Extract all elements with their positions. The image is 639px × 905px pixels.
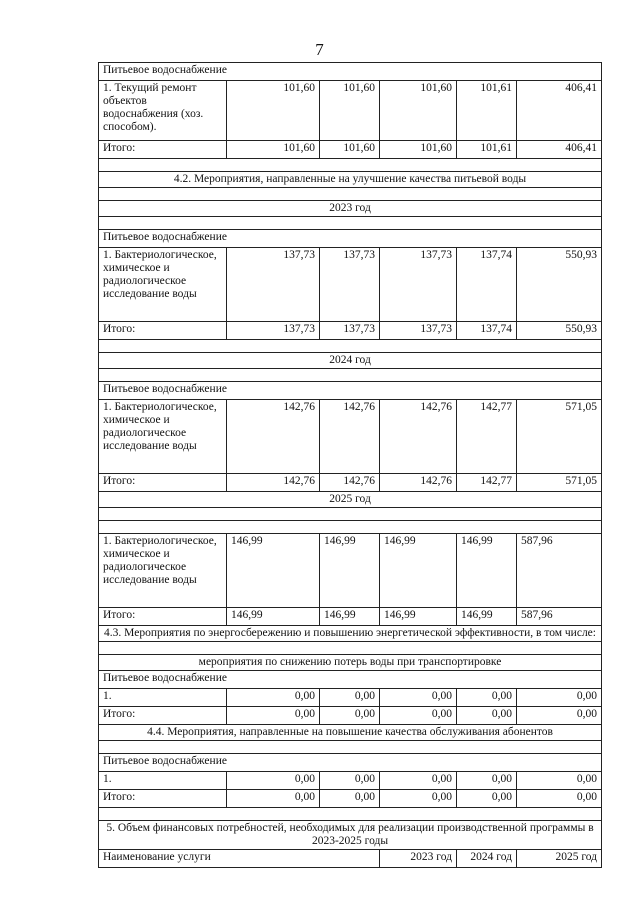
subsection-heading: мероприятия по снижению потерь воды при транспортировке — [99, 655, 602, 671]
value-cell: 0,00 — [517, 689, 602, 707]
value-cell: 101,61 — [457, 81, 517, 141]
row-name: 1. Текущий ремонт объектов водоснабжения (хоз. способом). — [99, 81, 227, 141]
value-cell: 0,00 — [320, 707, 380, 725]
value-cell: 571,05 — [517, 400, 602, 474]
total-row — [99, 141, 602, 159]
value-cell: 142,76 — [320, 400, 380, 474]
value-cell: 587,96 — [517, 534, 602, 608]
value-cell: 137,73 — [227, 322, 320, 340]
table-row — [99, 689, 602, 707]
value-cell: 146,99 — [380, 608, 457, 626]
row-name: 1. Бактериологическое, химическое и радиологическое исследование воды — [99, 248, 227, 322]
value-cell: 0,00 — [517, 707, 602, 725]
value-cell: 101,60 — [320, 81, 380, 141]
total-row — [99, 322, 602, 340]
value-cell: 0,00 — [227, 772, 320, 790]
section-heading: 4.3. Мероприятия по энергосбережению и повышению энергетической эффективности, в том числе: — [99, 626, 602, 642]
value-cell: 587,96 — [517, 608, 602, 626]
value-cell: 571,05 — [517, 474, 602, 492]
value-cell: 0,00 — [457, 790, 517, 808]
value-cell: 146,99 — [227, 608, 320, 626]
value-cell: 0,00 — [517, 790, 602, 808]
value-cell: 406,41 — [517, 81, 602, 141]
table-row — [99, 248, 602, 322]
section-heading: 4.2. Мероприятия, направленные на улучшение качества питьевой воды — [99, 172, 602, 188]
year-heading: 2023 год — [99, 201, 602, 217]
value-cell: 146,99 — [320, 608, 380, 626]
value-cell: 101,60 — [380, 141, 457, 159]
section-label: Питьевое водоснабжение — [99, 63, 602, 81]
total-label: Итого: — [99, 474, 227, 492]
table-row — [99, 81, 602, 141]
value-cell: 0,00 — [227, 689, 320, 707]
year-heading: 2024 год — [99, 353, 602, 369]
value-cell: 0,00 — [320, 772, 380, 790]
value-cell: 146,99 — [227, 534, 320, 608]
value-cell: 0,00 — [380, 772, 457, 790]
total-label: Итого: — [99, 707, 227, 725]
value-cell: 101,60 — [227, 81, 320, 141]
value-cell: 0,00 — [380, 790, 457, 808]
value-cell: 142,76 — [320, 474, 380, 492]
value-cell: 142,77 — [457, 474, 517, 492]
value-cell: 142,76 — [227, 474, 320, 492]
total-label: Итого: — [99, 790, 227, 808]
value-cell: 101,60 — [227, 141, 320, 159]
total-label: Итого: — [99, 322, 227, 340]
value-cell: 101,60 — [320, 141, 380, 159]
value-cell: 0,00 — [227, 790, 320, 808]
value-cell: 137,73 — [320, 322, 380, 340]
value-cell: 0,00 — [517, 772, 602, 790]
value-cell: 146,99 — [380, 534, 457, 608]
row-name: 1. — [99, 689, 227, 707]
page-number: 7 — [315, 40, 324, 59]
value-cell: 142,77 — [457, 400, 517, 474]
section-heading: 4.4. Мероприятия, направленные на повышение качества обслуживания абонентов — [99, 725, 602, 741]
value-cell: 137,73 — [320, 248, 380, 322]
value-cell: 146,99 — [457, 608, 517, 626]
section-label: Питьевое водоснабжение — [99, 671, 602, 689]
column-header: Наименование услуги — [99, 850, 380, 868]
year-heading: 2025 год — [99, 492, 602, 508]
value-cell: 0,00 — [380, 689, 457, 707]
program-table — [98, 62, 602, 868]
value-cell: 101,60 — [380, 81, 457, 141]
value-cell: 0,00 — [457, 689, 517, 707]
section-label: Питьевое водоснабжение — [99, 382, 602, 400]
value-cell: 406,41 — [517, 141, 602, 159]
header-row — [99, 850, 602, 868]
value-cell: 137,74 — [457, 322, 517, 340]
total-row — [99, 474, 602, 492]
table-row — [99, 772, 602, 790]
row-name: 1. Бактериологическое, химическое и радиологическое исследование воды — [99, 400, 227, 474]
value-cell: 0,00 — [457, 707, 517, 725]
value-cell: 137,73 — [227, 248, 320, 322]
column-header: 2023 год — [380, 850, 457, 868]
value-cell: 101,61 — [457, 141, 517, 159]
value-cell: 550,93 — [517, 322, 602, 340]
value-cell: 0,00 — [320, 689, 380, 707]
value-cell: 137,73 — [380, 322, 457, 340]
value-cell: 142,76 — [227, 400, 320, 474]
row-name: 1. — [99, 772, 227, 790]
value-cell: 146,99 — [457, 534, 517, 608]
total-row — [99, 790, 602, 808]
value-cell: 137,74 — [457, 248, 517, 322]
column-header: 2025 год — [517, 850, 602, 868]
row-name: 1. Бактериологическое, химическое и радиологическое исследование воды — [99, 534, 227, 608]
value-cell: 550,93 — [517, 248, 602, 322]
column-header: 2024 год — [457, 850, 517, 868]
value-cell: 0,00 — [320, 790, 380, 808]
value-cell: 137,73 — [380, 248, 457, 322]
value-cell: 0,00 — [457, 772, 517, 790]
section-heading: 5. Объем финансовых потребностей, необходимых для реализации производственной программы в 2023-2025 годы — [99, 821, 602, 850]
value-cell: 0,00 — [380, 707, 457, 725]
value-cell: 0,00 — [227, 707, 320, 725]
table-row — [99, 534, 602, 608]
total-row — [99, 707, 602, 725]
table-row — [99, 400, 602, 474]
total-label: Итого: — [99, 141, 227, 159]
total-label: Итого: — [99, 608, 227, 626]
value-cell: 146,99 — [320, 534, 380, 608]
value-cell: 142,76 — [380, 474, 457, 492]
section-label: Питьевое водоснабжение — [99, 230, 602, 248]
value-cell: 142,76 — [380, 400, 457, 474]
total-row — [99, 608, 602, 626]
section-label: Питьевое водоснабжение — [99, 754, 602, 772]
